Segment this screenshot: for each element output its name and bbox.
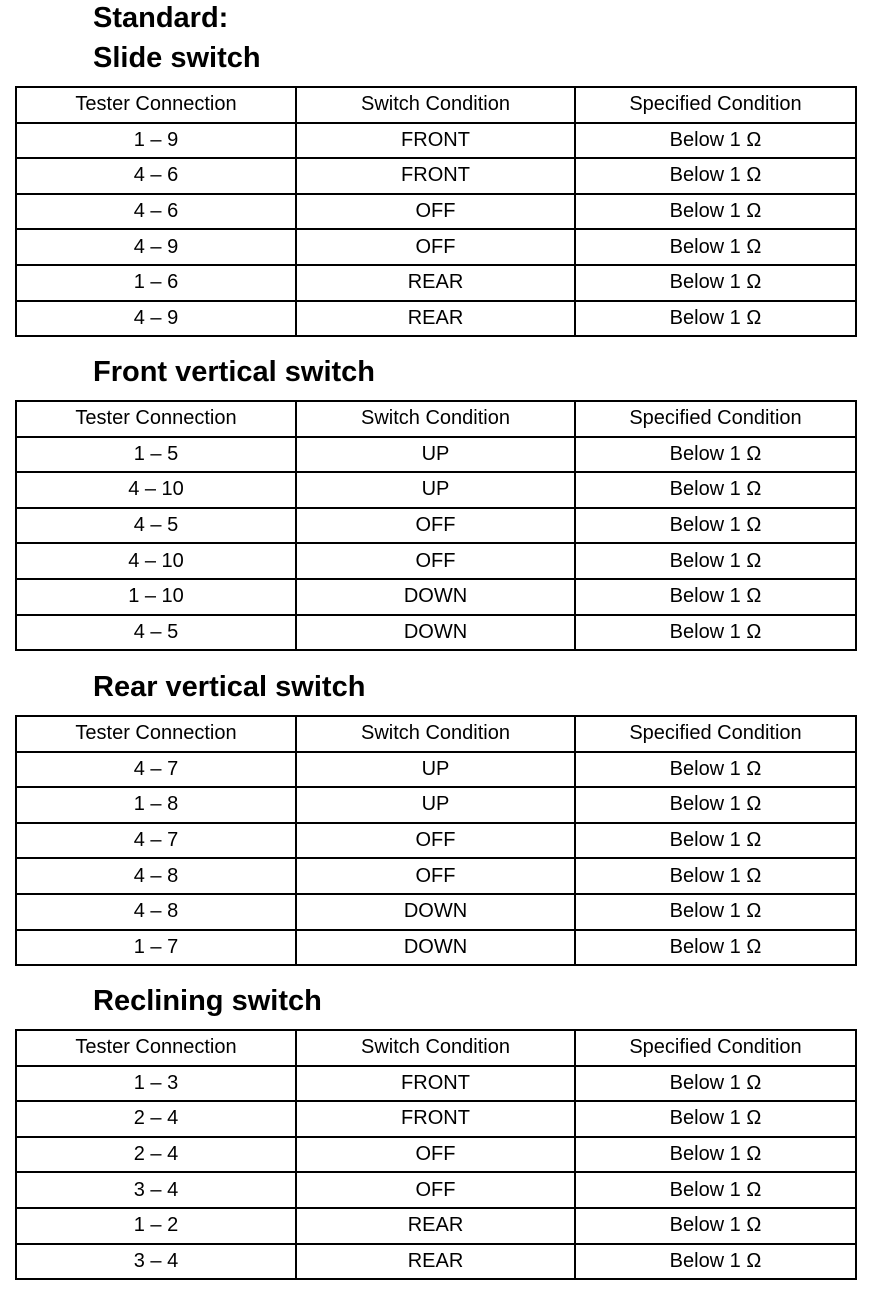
switch-condition-cell: UP xyxy=(296,787,575,823)
column-header-specified-condition: Specified Condition xyxy=(575,1030,856,1066)
table-row xyxy=(16,1137,856,1173)
tester-connection-cell: 4 – 10 xyxy=(16,472,296,508)
table-row xyxy=(16,508,856,544)
specified-condition-cell: Below 1 Ω xyxy=(575,123,856,159)
specified-condition-cell: Below 1 Ω xyxy=(575,1137,856,1173)
table-row xyxy=(16,858,856,894)
specified-condition-cell: Below 1 Ω xyxy=(575,858,856,894)
switch-condition-cell: REAR xyxy=(296,265,575,301)
switch-condition-cell: REAR xyxy=(296,1208,575,1244)
specified-condition-cell: Below 1 Ω xyxy=(575,543,856,579)
specified-condition-cell: Below 1 Ω xyxy=(575,930,856,966)
specified-condition-cell: Below 1 Ω xyxy=(575,301,856,337)
table-row xyxy=(16,1244,856,1280)
specified-condition-cell: Below 1 Ω xyxy=(575,752,856,788)
switch-condition-cell: OFF xyxy=(296,229,575,265)
column-header-switch-condition: Switch Condition xyxy=(296,716,575,752)
switch-condition-cell: DOWN xyxy=(296,579,575,615)
table-row xyxy=(16,1208,856,1244)
switch-condition-cell: OFF xyxy=(296,194,575,230)
switch-condition-cell: DOWN xyxy=(296,930,575,966)
section-title-front-vertical-switch: Front vertical switch xyxy=(93,356,376,388)
table-row xyxy=(16,894,856,930)
switch-condition-cell: DOWN xyxy=(296,615,575,651)
table-row xyxy=(16,229,856,265)
tester-connection-cell: 1 – 6 xyxy=(16,265,296,301)
switch-condition-cell: UP xyxy=(296,752,575,788)
specified-condition-cell: Below 1 Ω xyxy=(575,615,856,651)
specified-condition-cell: Below 1 Ω xyxy=(575,437,856,473)
switch-condition-cell: OFF xyxy=(296,823,575,859)
table-header-row xyxy=(16,401,856,437)
specified-condition-cell: Below 1 Ω xyxy=(575,229,856,265)
specified-condition-cell: Below 1 Ω xyxy=(575,1208,856,1244)
tester-connection-cell: 1 – 2 xyxy=(16,1208,296,1244)
table-row xyxy=(16,123,856,159)
column-header-specified-condition: Specified Condition xyxy=(575,87,856,123)
table-row xyxy=(16,301,856,337)
table-header-row xyxy=(16,716,856,752)
slide-switch-table xyxy=(15,86,857,337)
rear-vertical-switch-table xyxy=(15,715,857,966)
table-row xyxy=(16,823,856,859)
tester-connection-cell: 4 – 6 xyxy=(16,158,296,194)
table-header-row xyxy=(16,87,856,123)
switch-condition-cell: FRONT xyxy=(296,158,575,194)
tester-connection-cell: 1 – 7 xyxy=(16,930,296,966)
table-row xyxy=(16,472,856,508)
specified-condition-cell: Below 1 Ω xyxy=(575,1066,856,1102)
table-header-row xyxy=(16,1030,856,1066)
switch-condition-cell: DOWN xyxy=(296,894,575,930)
switch-condition-cell: FRONT xyxy=(296,1066,575,1102)
tester-connection-cell: 2 – 4 xyxy=(16,1137,296,1173)
column-header-switch-condition: Switch Condition xyxy=(296,87,575,123)
tester-connection-cell: 1 – 9 xyxy=(16,123,296,159)
switch-condition-cell: OFF xyxy=(296,1172,575,1208)
tester-connection-cell: 3 – 4 xyxy=(16,1244,296,1280)
column-header-specified-condition: Specified Condition xyxy=(575,401,856,437)
specified-condition-cell: Below 1 Ω xyxy=(575,158,856,194)
section-title-reclining-switch: Reclining switch xyxy=(93,985,322,1017)
tester-connection-cell: 1 – 5 xyxy=(16,437,296,473)
table-row xyxy=(16,615,856,651)
tester-connection-cell: 4 – 5 xyxy=(16,508,296,544)
table-row xyxy=(16,1066,856,1102)
specified-condition-cell: Below 1 Ω xyxy=(575,894,856,930)
table-row xyxy=(16,265,856,301)
tester-connection-cell: 4 – 5 xyxy=(16,615,296,651)
front-vertical-switch-table xyxy=(15,400,857,651)
tester-connection-cell: 1 – 3 xyxy=(16,1066,296,1102)
section-title-rear-vertical-switch: Rear vertical switch xyxy=(93,671,366,703)
column-header-tester-connection: Tester Connection xyxy=(16,716,296,752)
tester-connection-cell: 1 – 10 xyxy=(16,579,296,615)
reclining-switch-table xyxy=(15,1029,857,1280)
specified-condition-cell: Below 1 Ω xyxy=(575,265,856,301)
switch-condition-cell: REAR xyxy=(296,1244,575,1280)
switch-condition-cell: OFF xyxy=(296,858,575,894)
switch-condition-cell: UP xyxy=(296,437,575,473)
table-row xyxy=(16,930,856,966)
switch-condition-cell: REAR xyxy=(296,301,575,337)
table-row xyxy=(16,579,856,615)
tester-connection-cell: 4 – 7 xyxy=(16,823,296,859)
switch-condition-cell: OFF xyxy=(296,508,575,544)
tester-connection-cell: 4 – 8 xyxy=(16,858,296,894)
specified-condition-cell: Below 1 Ω xyxy=(575,1101,856,1137)
switch-condition-cell: OFF xyxy=(296,1137,575,1173)
table-row xyxy=(16,437,856,473)
column-header-tester-connection: Tester Connection xyxy=(16,1030,296,1066)
tester-connection-cell: 1 – 8 xyxy=(16,787,296,823)
table-row xyxy=(16,787,856,823)
tester-connection-cell: 4 – 6 xyxy=(16,194,296,230)
switch-condition-cell: FRONT xyxy=(296,1101,575,1137)
column-header-switch-condition: Switch Condition xyxy=(296,1030,575,1066)
specified-condition-cell: Below 1 Ω xyxy=(575,579,856,615)
tester-connection-cell: 3 – 4 xyxy=(16,1172,296,1208)
tester-connection-cell: 4 – 9 xyxy=(16,229,296,265)
table-row xyxy=(16,752,856,788)
column-header-specified-condition: Specified Condition xyxy=(575,716,856,752)
table-row xyxy=(16,543,856,579)
specified-condition-cell: Below 1 Ω xyxy=(575,472,856,508)
specified-condition-cell: Below 1 Ω xyxy=(575,194,856,230)
tester-connection-cell: 4 – 7 xyxy=(16,752,296,788)
column-header-tester-connection: Tester Connection xyxy=(16,87,296,123)
switch-condition-cell: UP xyxy=(296,472,575,508)
tester-connection-cell: 4 – 8 xyxy=(16,894,296,930)
tester-connection-cell: 4 – 9 xyxy=(16,301,296,337)
table-row xyxy=(16,158,856,194)
specified-condition-cell: Below 1 Ω xyxy=(575,787,856,823)
switch-condition-cell: FRONT xyxy=(296,123,575,159)
specified-condition-cell: Below 1 Ω xyxy=(575,508,856,544)
column-header-tester-connection: Tester Connection xyxy=(16,401,296,437)
tester-connection-cell: 4 – 10 xyxy=(16,543,296,579)
specified-condition-cell: Below 1 Ω xyxy=(575,823,856,859)
tester-connection-cell: 2 – 4 xyxy=(16,1101,296,1137)
standard-heading: Standard: xyxy=(93,2,229,34)
switch-condition-cell: OFF xyxy=(296,543,575,579)
table-row xyxy=(16,1172,856,1208)
specified-condition-cell: Below 1 Ω xyxy=(575,1244,856,1280)
specified-condition-cell: Below 1 Ω xyxy=(575,1172,856,1208)
table-row xyxy=(16,1101,856,1137)
section-title-slide-switch: Slide switch xyxy=(93,42,261,74)
table-row xyxy=(16,194,856,230)
column-header-switch-condition: Switch Condition xyxy=(296,401,575,437)
